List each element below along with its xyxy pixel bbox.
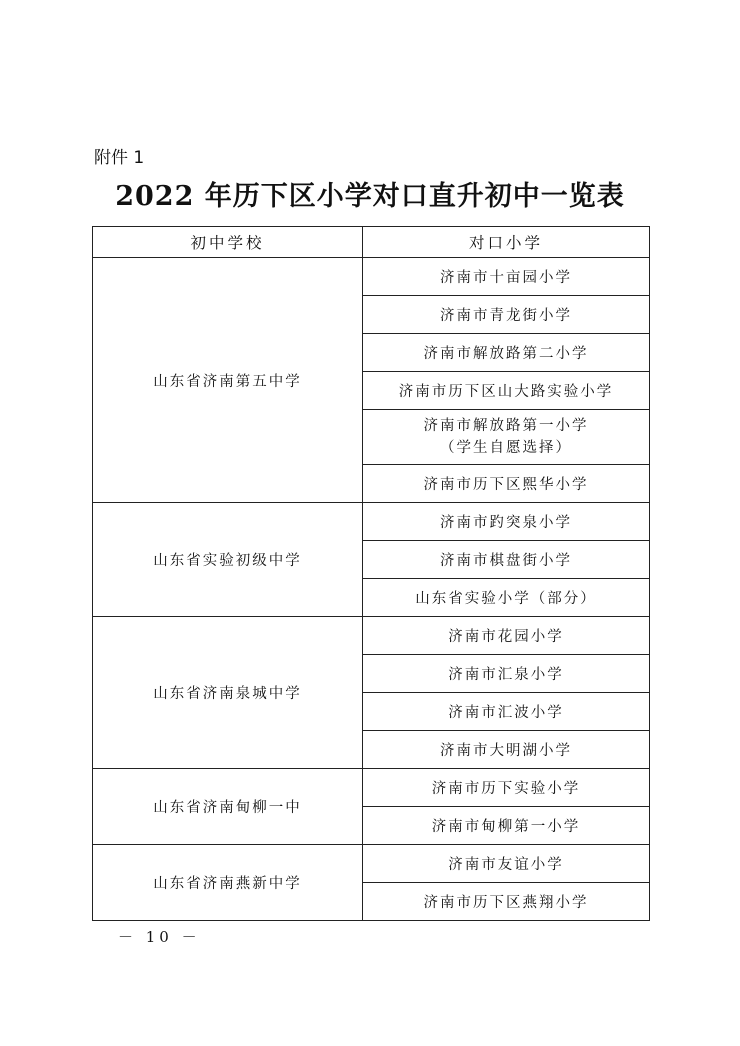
primary-school-cell: 济南市历下区熙华小学 bbox=[363, 465, 650, 503]
table-header-row bbox=[93, 227, 650, 258]
middle-school-cell: 山东省济南甸柳一中 bbox=[93, 769, 363, 845]
header-middle-school: 初中学校 bbox=[93, 227, 363, 258]
school-table bbox=[92, 226, 650, 921]
primary-school-cell: 山东省实验小学（部分） bbox=[363, 579, 650, 617]
document-title: 2022 年历下区小学对口直升初中一览表 bbox=[115, 181, 625, 212]
primary-school-cell: 济南市历下区山大路实验小学 bbox=[363, 372, 650, 410]
primary-school-note: （学生自愿选择） bbox=[440, 440, 572, 456]
table-row bbox=[93, 258, 650, 296]
table-row bbox=[93, 769, 650, 807]
primary-school-cell: 济南市棋盘街小学 bbox=[363, 541, 650, 579]
primary-school-cell bbox=[363, 410, 650, 465]
primary-school-name: 济南市解放路第一小学 bbox=[423, 418, 589, 434]
primary-school-cell: 济南市甸柳第一小学 bbox=[363, 807, 650, 845]
middle-school-cell: 山东省济南泉城中学 bbox=[93, 617, 363, 769]
attachment-label: 附件 1 bbox=[94, 148, 145, 168]
middle-school-cell: 山东省济南第五中学 bbox=[93, 258, 363, 503]
primary-school-cell: 济南市大明湖小学 bbox=[363, 731, 650, 769]
primary-school-cell: 济南市历下实验小学 bbox=[363, 769, 650, 807]
table-row bbox=[93, 617, 650, 655]
page-number: － 10 － bbox=[118, 928, 201, 946]
primary-school-cell: 济南市解放路第二小学 bbox=[363, 334, 650, 372]
table-row bbox=[93, 503, 650, 541]
header-primary-school: 对口小学 bbox=[363, 227, 650, 258]
primary-school-cell: 济南市友谊小学 bbox=[363, 845, 650, 883]
primary-school-cell: 济南市历下区燕翔小学 bbox=[363, 883, 650, 921]
primary-school-cell: 济南市汇波小学 bbox=[363, 693, 650, 731]
primary-school-cell: 济南市十亩园小学 bbox=[363, 258, 650, 296]
primary-school-cell: 济南市汇泉小学 bbox=[363, 655, 650, 693]
primary-school-cell: 济南市趵突泉小学 bbox=[363, 503, 650, 541]
primary-school-cell: 济南市青龙街小学 bbox=[363, 296, 650, 334]
middle-school-cell: 山东省济南燕新中学 bbox=[93, 845, 363, 921]
table-row bbox=[93, 845, 650, 883]
primary-school-cell: 济南市花园小学 bbox=[363, 617, 650, 655]
middle-school-cell: 山东省实验初级中学 bbox=[93, 503, 363, 617]
